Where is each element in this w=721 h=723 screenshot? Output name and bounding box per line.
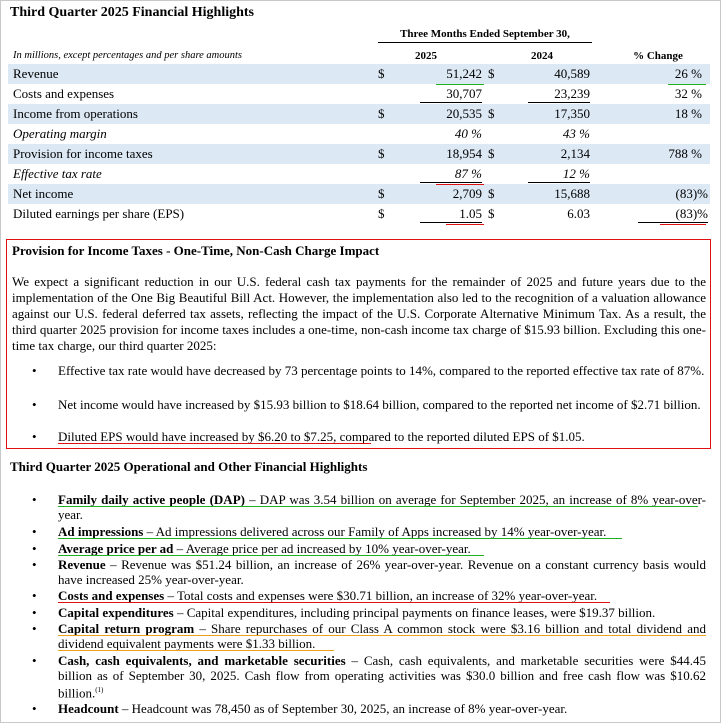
item-heading: Average price per ad	[58, 541, 174, 556]
bullet-icon: •	[32, 541, 37, 556]
bullet-text: Effective tax rate would have decreased by 73 percentage points to 14%, compared to the reported effective tax rate of 87%.	[58, 363, 705, 378]
list-item	[32, 429, 706, 444]
dollar-sign: $	[488, 66, 495, 81]
list-item	[32, 557, 706, 587]
col-header-2024: 2024	[492, 50, 592, 65]
row-label: Costs and expenses	[13, 86, 115, 101]
item-body: – Capital expenditures, including principal payments on finance leases, were $19.37 billion.	[173, 605, 656, 620]
table-row	[8, 184, 710, 204]
value-2024: 17,350	[554, 106, 590, 121]
dollar-sign: $	[378, 206, 385, 221]
bullet-icon: •	[32, 605, 37, 620]
item-body: – Cash, cash equivalents, and marketable securities were $44.45 billion as of September 30, 2025. Cash flow from operating activities was $30.0 billion and free cash flow was $10.62 billion.	[58, 653, 706, 701]
red-highlight-underline	[58, 443, 371, 444]
dollar-sign: $	[488, 206, 495, 221]
dollar-sign: $	[488, 186, 495, 201]
table-row	[8, 104, 710, 124]
value-2024: 6.03	[567, 206, 590, 221]
value-2024: 15,688	[554, 186, 590, 201]
value-change: (83)%	[638, 206, 708, 223]
value-2024: 2,134	[560, 146, 590, 161]
col-header-2025: 2025	[378, 50, 474, 65]
green-highlight-underline	[58, 555, 484, 556]
item-heading: Costs and expenses	[58, 588, 165, 603]
item-body: – Revenue was $51.24 billion, an increase of 26% year-over-year. Revenue on a constant currency basis would have increased 25% year-over-year.	[58, 557, 706, 587]
green-highlight-underline	[58, 506, 698, 507]
orange-highlight-underline	[58, 635, 706, 636]
value-2025: 20,535	[446, 106, 482, 121]
bullet-icon: •	[32, 701, 37, 716]
list-item	[32, 492, 706, 522]
bullet-icon: •	[32, 363, 37, 378]
value-2025: 30,707	[420, 86, 482, 103]
bullet-icon: •	[32, 557, 37, 572]
table-row	[8, 144, 710, 164]
operational-title: Third Quarter 2025 Operational and Other Financial Highlights	[10, 459, 368, 474]
value-2024: 43 %	[562, 126, 590, 141]
item-body: – DAP was 3.54 billion on average for September 2025, an increase of 8% year-over-year.	[58, 492, 706, 522]
item-body: – Average price per ad increased by 10% year-over-year.	[173, 541, 471, 556]
item-body: – Ad impressions delivered across our Family of Apps increased by 14% year-over-year.	[143, 524, 607, 539]
table-row	[8, 164, 710, 184]
value-2025: 18,954	[446, 146, 482, 161]
dollar-sign: $	[488, 106, 495, 121]
bullet-icon: •	[32, 397, 37, 412]
red-highlight-underline	[446, 224, 484, 225]
bullet-icon: •	[32, 429, 37, 444]
bullet-icon: •	[32, 524, 37, 539]
table-row	[8, 204, 710, 224]
dollar-sign: $	[378, 66, 385, 81]
value-2025: 1.05	[420, 206, 482, 223]
item-heading: Ad impressions	[58, 524, 144, 539]
item-heading: Cash, cash equivalents, and marketable securities	[58, 653, 346, 668]
list-item	[32, 397, 706, 412]
bullet-icon: •	[32, 653, 37, 668]
financial-highlights-title: Third Quarter 2025 Financial Highlights	[10, 5, 254, 20]
bullet-icon: •	[32, 492, 37, 507]
value-2025: 51,242	[446, 66, 482, 81]
item-heading: Capital expenditures	[58, 605, 174, 620]
table-row	[8, 64, 710, 84]
item-body: – Share repurchases of our Class A common stock were $3.16 billion and total dividend and dividend equivalent payments were $1.33 billion.	[58, 621, 706, 651]
dollar-sign: $	[378, 186, 385, 201]
list-item	[32, 524, 706, 539]
row-label: Income from operations	[13, 106, 138, 121]
provision-paragraph: We expect a significant reduction in our U.S. federal cash tax payments for the remainder of 2025 and future years due to the implementation of the One Big Beautiful Bill Act. However, the implementation also led to the recognition of a valuation allowance against our U.S. federal deferred tax assets, reflecting the impact of the U.S. Corporate Alternative Minimum Tax. As a result, the third quarter 2025 provision for income taxes includes a one-time, non-cash income tax charge of $15.93 billion. Excluding this one-time tax charge, our third quarter 2025:	[12, 274, 706, 353]
units-note: In millions, except percentages and per share amounts	[13, 50, 243, 61]
dollar-sign: $	[488, 146, 495, 161]
green-highlight-underline	[58, 538, 622, 539]
red-highlight-underline	[660, 224, 706, 225]
table-row	[8, 124, 710, 144]
value-change: 18 %	[674, 106, 702, 121]
row-label: Revenue	[13, 66, 59, 81]
red-highlight-underline	[436, 184, 484, 185]
bullet-icon: •	[32, 621, 37, 636]
list-item	[32, 541, 706, 556]
col-header-change: % Change	[610, 50, 706, 65]
value-2024: 40,589	[554, 66, 590, 81]
value-2024: 23,239	[528, 86, 590, 103]
footnote-marker: (1)	[95, 686, 104, 694]
item-body: – Total costs and expenses were $30.71 billion, an increase of 32% year-over-year.	[164, 588, 598, 603]
row-label: Effective tax rate	[13, 166, 102, 181]
list-item	[32, 621, 706, 651]
row-label: Diluted earnings per share (EPS)	[13, 206, 185, 221]
value-2024: 12 %	[528, 166, 590, 183]
list-item	[32, 653, 706, 701]
period-header: Three Months Ended September 30,	[378, 28, 592, 43]
bullet-icon: •	[32, 588, 37, 603]
green-highlight-underline	[436, 84, 484, 85]
item-body: – Headcount was 78,450 as of September 30, 2025, an increase of 8% year-over-year.	[118, 701, 568, 716]
list-item	[32, 605, 706, 620]
item-heading: Capital return program	[58, 621, 195, 636]
list-item	[32, 363, 706, 378]
value-change: 32 %	[674, 86, 702, 101]
row-label: Operating margin	[13, 126, 107, 141]
item-heading: Family daily active people (DAP)	[58, 492, 245, 507]
bullet-text: Diluted EPS would have increased by $6.20 to $7.25, compared to the reported diluted EPS of $1.05.	[58, 429, 585, 444]
dollar-sign: $	[378, 146, 385, 161]
provision-title: Provision for Income Taxes - One-Time, Non-Cash Charge Impact	[12, 243, 380, 258]
value-change: (83)%	[675, 186, 708, 201]
bullet-text: Net income would have increased by $15.93 billion to $18.64 billion, compared to the reported net income of $2.71 billion.	[58, 397, 701, 412]
item-heading: Revenue	[58, 557, 106, 572]
value-2025: 40 %	[454, 126, 482, 141]
value-change: 26 %	[674, 66, 702, 81]
row-label: Provision for income taxes	[13, 146, 153, 161]
value-change: 788 %	[668, 146, 702, 161]
row-label: Net income	[13, 186, 74, 201]
orange-highlight-underline	[58, 650, 334, 651]
list-item	[32, 701, 706, 716]
value-2025: 87 %	[420, 166, 482, 183]
value-2025: 2,709	[452, 186, 482, 201]
table-row	[8, 84, 710, 104]
item-heading: Headcount	[58, 701, 119, 716]
list-item	[32, 588, 706, 603]
green-highlight-underline	[668, 84, 706, 85]
red-highlight-underline	[58, 602, 610, 603]
dollar-sign: $	[378, 106, 385, 121]
